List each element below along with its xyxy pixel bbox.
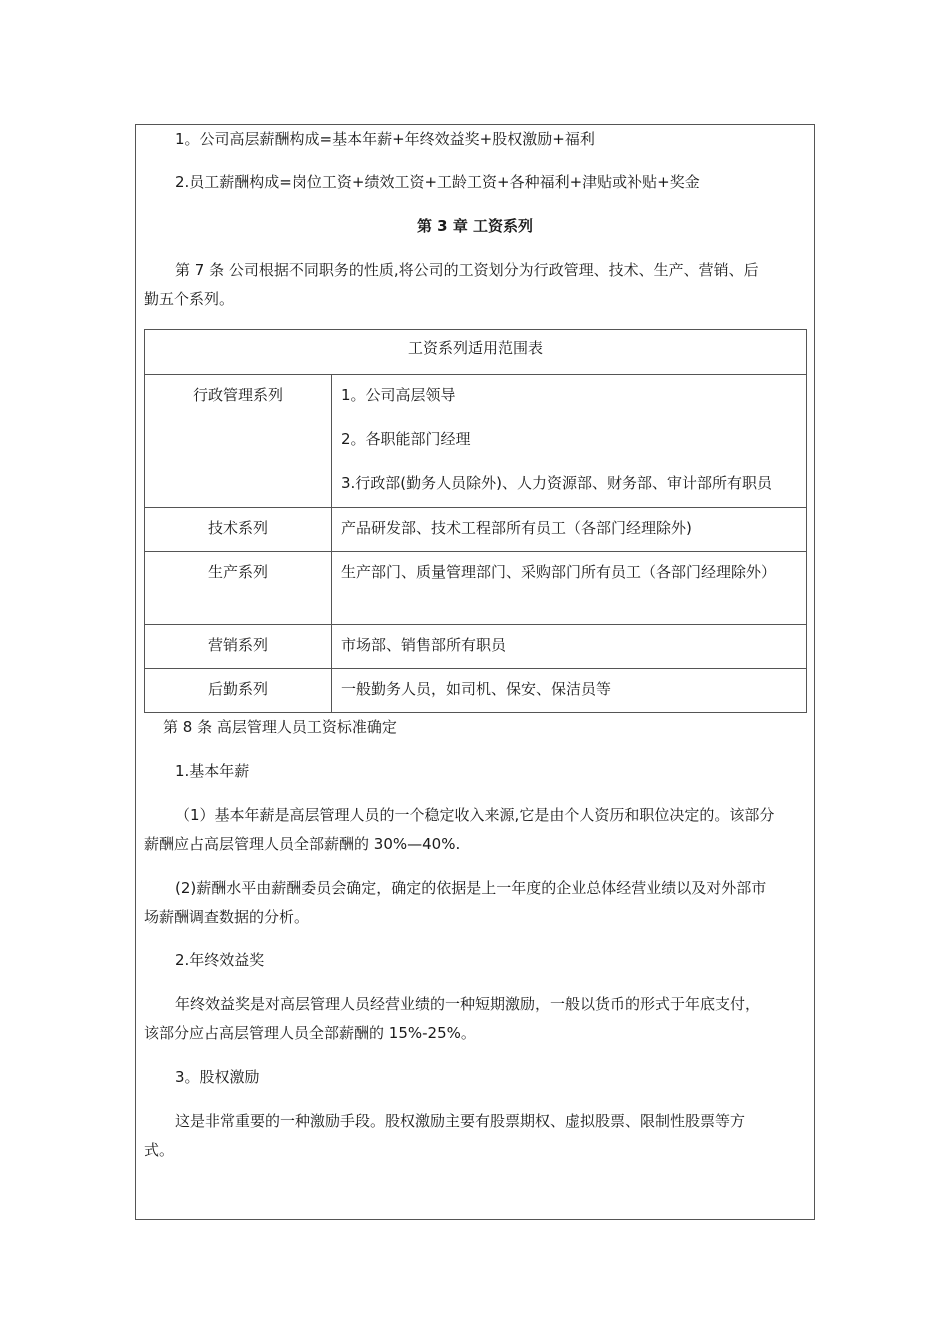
bonus-para-line-1: 年终效益奖是对高层管理人员经营业绩的一种短期激励，一般以货币的形式于年底支付， — [175, 995, 761, 1013]
series-name-cell — [145, 625, 332, 669]
base-salary-para-1-line-1: （1）基本年薪是高层管理人员的一个稳定收入来源,它是由个人资历和职位决定的。该部分 — [175, 806, 775, 824]
series-name: 后勤系列 — [207, 680, 268, 698]
table-title: 工资系列适用范围表 — [407, 339, 543, 357]
subsection-base-salary: 1.基本年薪 — [175, 762, 250, 780]
series-scope-cell — [332, 669, 807, 713]
base-salary-para-2-line-1: (2)薪酬水平由薪酬委员会确定，确定的依据是上一年度的企业总体经营业绩以及对外部市 — [175, 879, 767, 897]
subsection-year-end-bonus: 2.年终效益奖 — [175, 951, 265, 969]
table-title-cell — [145, 330, 807, 375]
table-title-row — [145, 330, 807, 375]
series-name-cell — [145, 669, 332, 713]
series-name-cell — [145, 375, 332, 508]
article-7-line-1: 第 7 条 公司根据不同职务的性质,将公司的工资划分为行政管理、技术、生产、营销、后 — [175, 261, 759, 279]
series-scope-cell — [332, 625, 807, 669]
series-scope-line: 1。公司高层领导 — [341, 386, 456, 404]
table-row — [145, 508, 807, 552]
equity-para-line-2: 式。 — [144, 1141, 175, 1159]
series-name-cell — [145, 508, 332, 552]
table-row — [145, 552, 807, 625]
subsection-equity-incentive: 3。股权激励 — [175, 1068, 260, 1086]
series-scope-line: 生产部门、质量管理部门、采购部门所有员工（各部门经理除外） — [341, 563, 777, 581]
series-scope-line: 一般勤务人员，如司机、保安、保洁员等 — [341, 680, 612, 698]
bonus-para-line-2: 该部分应占高层管理人员全部薪酬的 15%-25%。 — [144, 1024, 476, 1042]
series-scope-line: 3.行政部(勤务人员除外)、人力资源部、财务部、审计部所有职员 — [341, 474, 773, 492]
salary-structure-staff: 2.员工薪酬构成=岗位工资+绩效工资+工龄工资+各种福利+津贴或补贴+奖金 — [175, 173, 700, 191]
wage-series-table — [144, 329, 807, 713]
series-name: 技术系列 — [207, 519, 268, 537]
series-name-cell — [145, 552, 332, 625]
table-row — [145, 625, 807, 669]
equity-para-line-1: 这是非常重要的一种激励手段。股权激励主要有股票期权、虚拟股票、限制性股票等方 — [175, 1112, 746, 1130]
series-name: 营销系列 — [207, 636, 268, 654]
salary-structure-executive: 1。公司高层薪酬构成=基本年薪+年终效益奖+股权激励+福利 — [175, 130, 595, 148]
chapter-heading: 第 3 章 工资系列 — [416, 217, 534, 235]
base-salary-para-2-line-2: 场薪酬调查数据的分析。 — [144, 908, 310, 926]
series-scope-line: 2。各职能部门经理 — [341, 430, 471, 448]
table-row — [145, 669, 807, 713]
series-name: 生产系列 — [207, 563, 268, 581]
series-scope-line: 产品研发部、技术工程部所有员工（各部门经理除外) — [341, 519, 692, 537]
article-8-heading: 第 8 条 高层管理人员工资标准确定 — [163, 718, 397, 736]
series-scope-line: 市场部、销售部所有职员 — [341, 636, 507, 654]
series-scope-cell — [332, 508, 807, 552]
series-scope-cell — [332, 375, 807, 508]
series-name: 行政管理系列 — [192, 386, 283, 404]
series-scope-cell — [332, 552, 807, 625]
base-salary-para-1-line-2: 薪酬应占高层管理人员全部薪酬的 30%—40%. — [144, 835, 461, 853]
article-7-line-2: 勤五个系列。 — [144, 290, 235, 308]
table-row — [145, 375, 807, 508]
